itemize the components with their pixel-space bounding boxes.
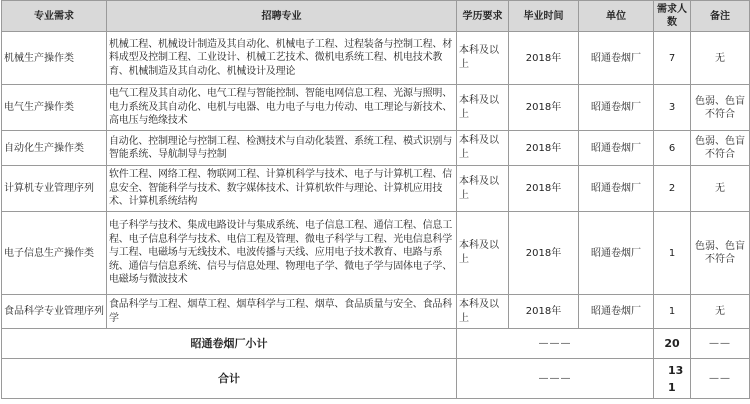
row-majors: 软件工程、网络工程、物联网工程、计算机科学与技术、电子与计算机工程、信息安全、智能科学与技术、数字媒体技术、计算机软件与理论、计算机应用技术、计算机系统结构 [107,166,457,212]
header-count: 需求人数 [654,1,691,32]
header-remark: 备注 [691,1,750,32]
header-row [2,1,750,32]
total-row [2,359,750,399]
row-education: 本科及以上 [457,131,509,166]
row-category: 自动化生产操作类 [2,131,107,166]
total-count: 131 [654,359,691,399]
row-remark: 色弱、色盲不符合 [691,131,750,166]
row-unit: 昭通卷烟厂 [579,295,654,329]
row-remark: 无 [691,32,750,85]
row-majors: 电气工程及其自动化、电气工程与智能控制、智能电网信息工程、光源与照明、电力系统及其自动化、电机与电器、电力电子与电力传动、电工理论与新技术、高电压与绝缘技术 [107,85,457,131]
row-education: 本科及以上 [457,32,509,85]
row-category: 食品科学专业管理序列 [2,295,107,329]
header-majors: 招聘专业 [107,1,457,32]
table-row [2,131,750,166]
header-education: 学历要求 [457,1,509,32]
header-unit: 单位 [579,1,654,32]
row-education: 本科及以上 [457,166,509,212]
row-category: 电气生产操作类 [2,85,107,131]
header-graduation: 毕业时间 [509,1,579,32]
row-education: 本科及以上 [457,85,509,131]
total-remark: —— [691,359,750,399]
total-dash: ——— [457,359,654,399]
table-row [2,212,750,295]
row-count: 1 [654,295,691,329]
row-count: 3 [654,85,691,131]
row-unit: 昭通卷烟厂 [579,131,654,166]
table-row [2,85,750,131]
table-row [2,166,750,212]
row-graduation: 2018年 [509,166,579,212]
subtotal-dash: ——— [457,329,654,359]
row-majors: 自动化、控制理论与控制工程、检测技术与自动化装置、系统工程、模式识别与智能系统、导航制导与控制 [107,131,457,166]
row-unit: 昭通卷烟厂 [579,166,654,212]
row-graduation: 2018年 [509,131,579,166]
table-row [2,32,750,85]
row-count: 7 [654,32,691,85]
row-category: 电子信息生产操作类 [2,212,107,295]
row-category: 机械生产操作类 [2,32,107,85]
row-education: 本科及以上 [457,295,509,329]
subtotal-count: 20 [654,329,691,359]
subtotal-remark: —— [691,329,750,359]
row-graduation: 2018年 [509,85,579,131]
row-count: 1 [654,212,691,295]
row-majors: 电子科学与技术、集成电路设计与集成系统、电子信息工程、通信工程、信息工程、电子信息科学与技术、电信工程及管理、微电子科学与工程、光电信息科学与工程、电磁场与无线技术、电波传播与天线、应用电子技术教育、电路与系统、通信与信息系统、信号与信息处理、物理电子学、微电子学与固体电子学、电磁场与微波技术 [107,212,457,295]
header-category: 专业需求 [2,1,107,32]
subtotal-row [2,329,750,359]
recruitment-table [1,0,750,399]
row-unit: 昭通卷烟厂 [579,32,654,85]
row-graduation: 2018年 [509,32,579,85]
row-remark: 色弱、色盲不符合 [691,85,750,131]
row-majors: 食品科学与工程、烟草工程、烟草科学与工程、烟草、食品质量与安全、食品科学 [107,295,457,329]
table-row [2,295,750,329]
row-education: 本科及以上 [457,212,509,295]
row-remark: 色弱、色盲不符合 [691,212,750,295]
subtotal-label: 昭通卷烟厂小计 [2,329,457,359]
row-count: 6 [654,131,691,166]
row-category: 计算机专业管理序列 [2,166,107,212]
row-unit: 昭通卷烟厂 [579,212,654,295]
row-majors: 机械工程、机械设计制造及其自动化、机械电子工程、过程装备与控制工程、材料成型及控制工程、工业设计、机械工艺技术、微机电系统工程、机电技术教育、机械制造及其自动化、机械设计及理论 [107,32,457,85]
row-count: 2 [654,166,691,212]
row-remark: 无 [691,166,750,212]
total-label: 合计 [2,359,457,399]
row-graduation: 2018年 [509,212,579,295]
row-graduation: 2018年 [509,295,579,329]
row-remark: 无 [691,295,750,329]
row-unit: 昭通卷烟厂 [579,85,654,131]
